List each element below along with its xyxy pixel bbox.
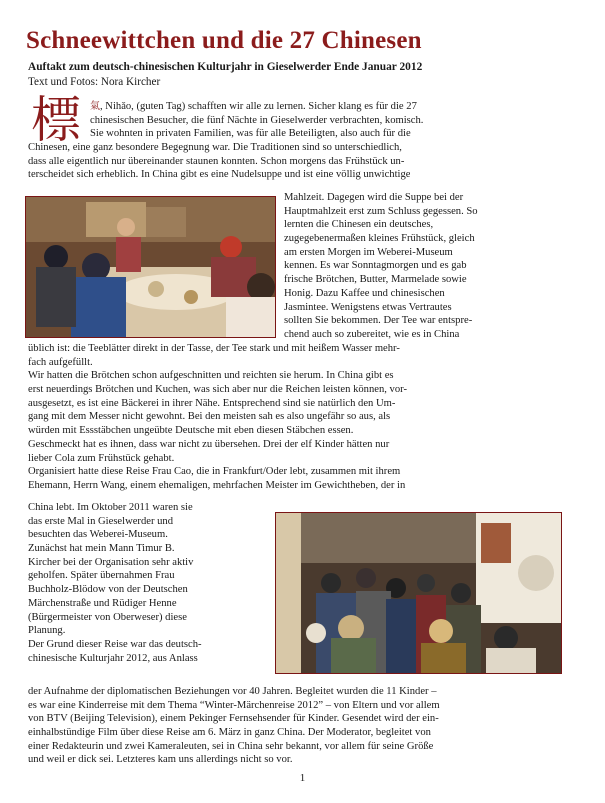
article-title: Schneewittchen und die 27 Chinesen: [26, 27, 422, 54]
drop-cap-chinese-character: 標: [31, 91, 81, 149]
text-line: von BTV (Beijing Television), einem Pekinger Fernsehsender für Kinder. Gesendet wird der ein-: [28, 713, 439, 725]
text-line: Buchholz-Blödow von der Deutschen: [28, 584, 188, 596]
paragraph-3-left-column: [28, 501, 202, 665]
text-line: Organisiert hatte diese Reise Frau Cao, die in Frankfurt/Oder lebt, zusammen mit ihrem: [28, 466, 401, 478]
paragraph-4: [28, 685, 440, 767]
text-line: Sie wohnten in privaten Familien, was für alle Beteiligten, also auch für die: [90, 128, 411, 140]
text-line: chend auch so zubereitet, wie es in China: [284, 328, 460, 340]
article-subtitle: Auftakt zum deutsch-chinesischen Kulturjahr in Gieselwerder Ende Januar 2012: [28, 61, 423, 73]
text-line: lieber Cola zum Frühstück gehabt.: [28, 452, 175, 464]
text-line: Hauptmahlzeit erst zum Schluss gegessen. So: [284, 205, 478, 217]
text-line: [90, 100, 423, 114]
text-line: zugegebenermaßen kleines Frühstück, gleich: [284, 233, 475, 245]
paragraph-1-mid: [28, 141, 410, 182]
text-line: lernten die Chinesen ein deutsches,: [284, 219, 434, 231]
text-line: Kircher bei der Organisation sehr aktiv: [28, 556, 194, 568]
text-line: sollten Sie bekommen. Der Tee war entspre-: [284, 315, 473, 327]
text-line: chinesischen Besucher, die fünf Nächte in Gieselwerder verbrachten, komisch.: [90, 114, 424, 126]
text-line: am ersten Morgen im Weberei-Museum: [284, 246, 453, 258]
page-number: 1: [299, 772, 306, 784]
byline: Text und Fotos: Nora Kircher: [28, 76, 161, 88]
text-line: Ehemann, Herrn Wang, einem ehemaligen, mehrfachen Meister im Gewichtheben, der in: [28, 479, 406, 491]
text-line: Geschmeckt hat es ihnen, dass war nicht zu übersehen. Drei der elf Kinder hätten nur: [28, 438, 390, 450]
photo-group-museum: [275, 512, 562, 674]
text-line: frische Brötchen, Butter, Marmelade sowie: [284, 274, 467, 286]
text-line: das erste Mal in Gieselwerder und: [28, 515, 174, 527]
text-line: Zunächst hat mein Mann Timur B.: [28, 543, 175, 555]
text-line: würden mit Essstäbchen ungeübte Deutsche mit eben diesen Stäbchen essen.: [28, 425, 354, 437]
text-line: dass alle eigentlich nur übereinander staunen konnten. Schon morgens das Frühstück un-: [28, 155, 405, 167]
text-line: Honig. Dazu Kaffee und chinesischen: [284, 287, 445, 299]
text-line: Jasmintee. Wenigstens etwas Vertrautes: [284, 301, 452, 313]
breakfast-photo-image: [26, 197, 275, 337]
text-line: der Aufnahme der diplomatischen Beziehungen vor 40 Jahren. Begleitet wurden die 11 Kinder –: [28, 686, 437, 697]
text-line: kennen. Es war Sonntagmorgen und es gab: [284, 260, 467, 272]
text-line: Planung.: [28, 625, 66, 637]
text-line: Märchenstraße und Rüdiger Henne: [28, 597, 177, 609]
paragraph-1-top: [90, 100, 423, 141]
text-line: üblich ist: die Teeblätter direkt in der Tasse, der Tee stark und mit heißem Wasser mehr-: [28, 343, 400, 354]
paragraph-body-full: [28, 342, 407, 493]
text-line: einhalbstündige Film über diese Reise am 6. März in ganz China. Der Moderator, begleitet von: [28, 727, 431, 739]
text-line: es war eine Kinderreise mit dem Thema “Winter-Märchenreise 2012” – von Eltern und vor allem: [28, 699, 440, 711]
text-line: chinesische Kulturjahr 2012, aus Anlass: [28, 652, 198, 664]
text-line: einer Redakteurin und zwei Kameraleuten, sei in China sehr bekannt, vor allem für seine Größe: [28, 740, 434, 752]
text-line: (Bürgermeister von Oberweser) diese: [28, 611, 187, 623]
text-line: besuchten das Weberei-Museum.: [28, 529, 168, 541]
inline-chinese-character: 氣: [90, 101, 100, 112]
text-line: ausgesetzt, es ist eine Bäckerei in ihrer Nähe. Entsprechend sind sie natürlich den Um-: [28, 397, 396, 409]
text-line: Der Grund dieser Reise war das deutsch-: [28, 638, 202, 650]
text-line: China lebt. Im Oktober 2011 waren sie: [28, 502, 193, 513]
text-line: gang mit dem Messer nicht gewohnt. Bei den meisten sah es also ungefähr so aus, als: [28, 411, 391, 423]
text-line: erst neuerdings Brötchen und Kuchen, was sich aber nur die Reichen leisten können, vor-: [28, 384, 407, 396]
text-span: , Nihǎo, (guten Tag) schafften wir alle zu lernen. Sicher klang es für die 27: [100, 101, 417, 112]
text-line: Wir hatten die Brötchen schon aufgeschnitten und reichten sie herum. In China gibt es: [28, 370, 394, 382]
paragraph-1-right-column: [284, 191, 478, 342]
text-line: fach aufgefüllt.: [28, 356, 93, 368]
photo-breakfast-table: [25, 196, 276, 338]
text-line: Chinesen, eine ganz besondere Begegnung war. Die Traditionen sind so unterschiedlich,: [28, 142, 402, 153]
text-line: Mahlzeit. Dagegen wird die Suppe bei der: [284, 192, 464, 203]
text-line: terscheidet sich erheblich. In China gibt es eine Nudelsuppe und ist eine völlig unwichtige: [28, 169, 411, 181]
text-line: und weil er dick sei. Letzteres kam uns allerdings nicht so vor.: [28, 754, 293, 766]
text-line: geholfen. Später übernahmen Frau: [28, 570, 175, 582]
group-photo-image: [276, 513, 561, 673]
